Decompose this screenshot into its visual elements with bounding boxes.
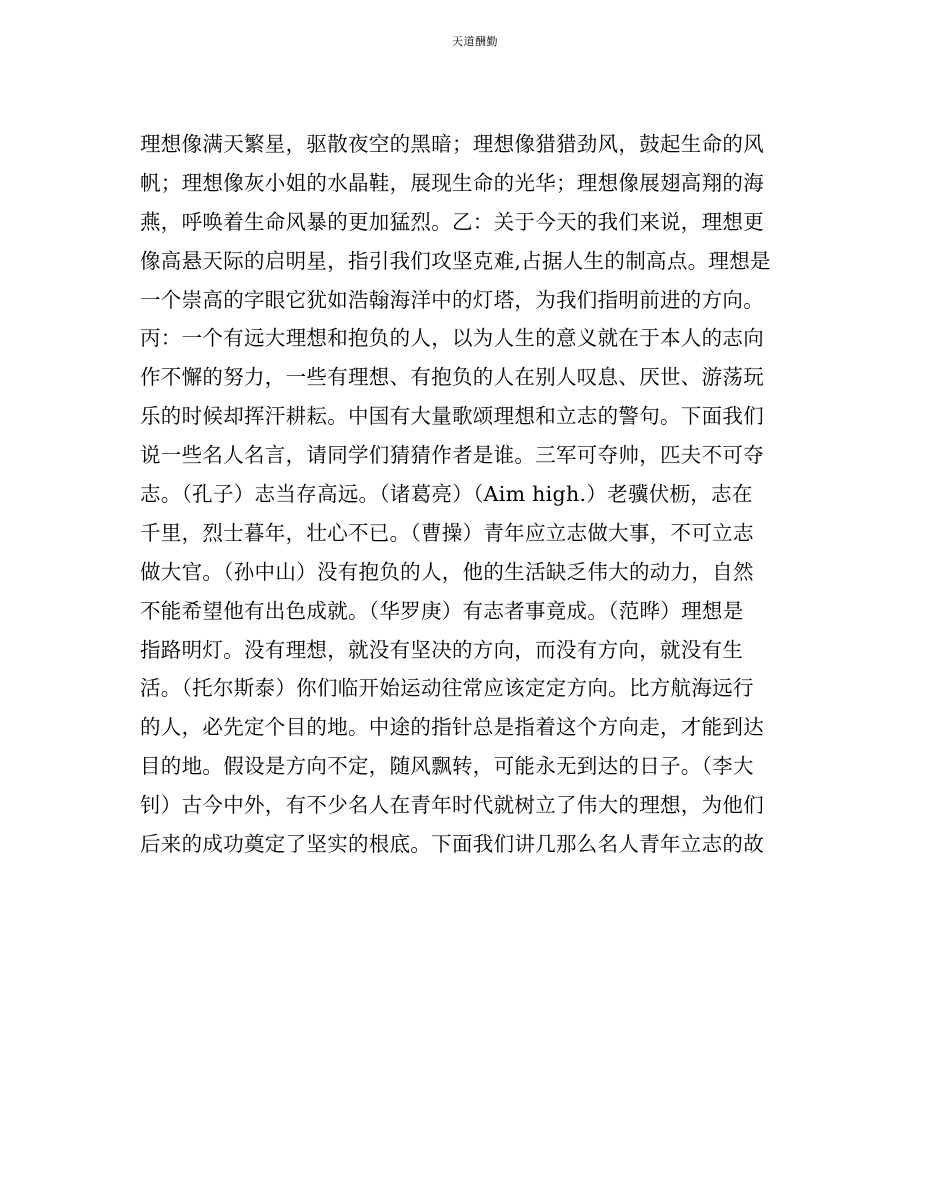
text-line: 目的地。假设是方向不定，随风飘转，可能永无到达的日子。（李大 bbox=[140, 754, 754, 779]
text-line: 不能希望他有出色成就。（华罗庚）有志者事竟成。（范晔）理想是 bbox=[140, 598, 744, 623]
text-line: 帆；理想像灰小姐的水晶鞋，展现生命的光华；理想像展翅高翔的海 bbox=[140, 170, 764, 195]
text-line: 丙：一个有远大理想和抱负的人，以为人生的意义就在于本人的志向 bbox=[140, 326, 764, 351]
text-line: 一个崇高的字眼它犹如浩翰海洋中的灯塔，为我们指明前进的方向。 bbox=[140, 287, 764, 312]
text-line: 理想像满天繁星，驱散夜空的黑暗；理想像猎猎劲风，鼓起生命的风 bbox=[140, 132, 764, 156]
text-line: 志。（孔子）志当存高远。（诸葛亮）（Aim high.）老骥伏枥，志在 bbox=[140, 482, 753, 507]
text-line: 做大官。（孙中山）没有抱负的人，他的生活缺乏伟大的动力，自然 bbox=[140, 559, 754, 584]
text-line: 千里，烈士暮年，壮心不已。（曹操）青年应立志做大事，不可立志 bbox=[140, 520, 754, 545]
text-line: 活。（托尔斯泰）你们临开始运动往常应该定定方向。比方航海远行 bbox=[140, 676, 754, 701]
text-line: 燕，呼唤着生命风暴的更加猛烈。乙：关于今天的我们来说，理想更 bbox=[140, 209, 764, 234]
page-header: 天道酬勤 bbox=[452, 35, 498, 48]
text-line: 的人，必先定个目的地。中途的指针总是指着这个方向走，才能到达 bbox=[140, 715, 764, 740]
text-line: 后来的成功奠定了坚实的根底。下面我们讲几那么名人青年立志的故 bbox=[140, 832, 764, 857]
body-text bbox=[140, 125, 820, 864]
text-line: 乐的时候却挥汗耕耘。中国有大量歌颂理想和立志的警句。下面我们 bbox=[140, 404, 764, 429]
text-line: 钊）古今中外，有不少名人在青年时代就树立了伟大的理想，为他们 bbox=[140, 793, 764, 818]
text-line: 像高悬天际的启明星，指引我们攻坚克难,占据人生的制高点。理想是 bbox=[140, 248, 771, 273]
text-line: 说一些名人名言，请同学们猜猜作者是谁。三军可夺帅，匹夫不可夺 bbox=[140, 443, 764, 468]
text-line: 指路明灯。没有理想，就没有坚决的方向，而没有方向，就没有生 bbox=[140, 637, 744, 662]
text-line: 作不懈的努力，一些有理想、有抱负的人在别人叹息、厌世、游荡玩 bbox=[140, 365, 764, 390]
